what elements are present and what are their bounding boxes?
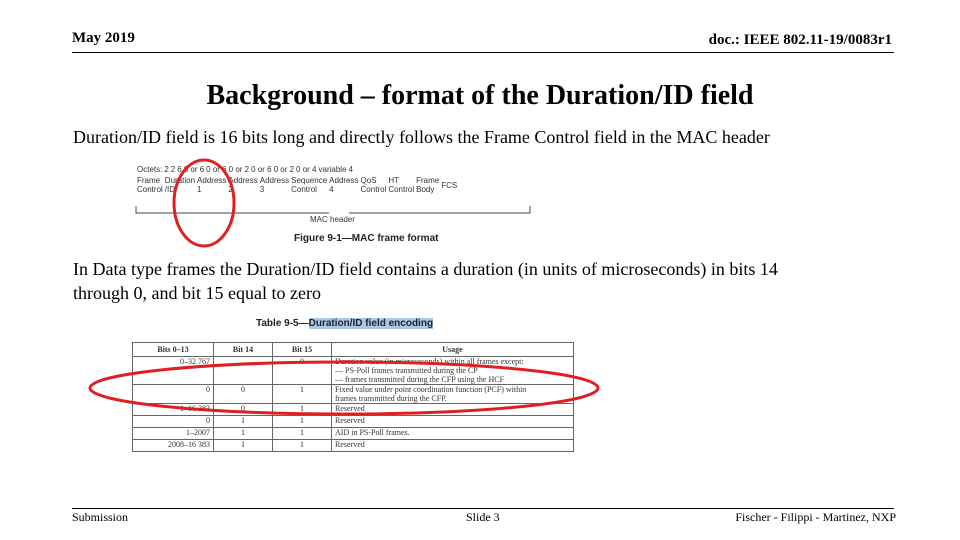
encoding-cell-b15: 0 — [273, 357, 332, 385]
encoding-caption-prefix: Table 9-5— — [256, 318, 309, 329]
encoding-cell-b15: 1 — [273, 416, 332, 428]
paragraph-data-frames-line2: through 0, and bit 15 equal to zero — [73, 283, 321, 303]
encoding-cell-usage — [332, 428, 574, 440]
octets-row — [136, 164, 354, 175]
octets-label: Octets: — [137, 165, 163, 174]
frame-field-line: Control — [360, 185, 387, 194]
octet-count: 0 or 6 — [183, 165, 205, 174]
frame-field-line: FCS — [441, 180, 458, 190]
usage-line: frames transmitted during the CFP. — [335, 394, 447, 403]
encoding-cell-bits: 0 — [133, 416, 214, 428]
frame-field-line: /ID — [164, 185, 176, 194]
frame-field-line: HT — [388, 176, 399, 185]
usage-line: — PS-Poll frames transmitted during the CP — [335, 366, 478, 375]
header-date: May 2019 — [72, 30, 135, 46]
frame-field-line: Body — [416, 185, 435, 194]
encoding-cell-b14: 1 — [214, 416, 273, 428]
frame-figure-caption: Figure 9-1—MAC frame format — [294, 233, 439, 244]
encoding-header-cell: Bits 0–13 — [133, 343, 214, 357]
slide-title: Background – format of the Duration/ID field — [206, 80, 754, 111]
footer-rule — [72, 508, 894, 509]
frame-field-line: 2 — [228, 185, 233, 194]
octet-count: 0 or 2 — [273, 165, 295, 174]
table-row — [133, 428, 574, 440]
frame-field — [328, 175, 359, 195]
footer-authors: Fischer - Filippi - Martinez, NXP — [735, 510, 896, 524]
footer-slide-number: Slide 3 — [466, 510, 500, 524]
frame-field-line: Address — [197, 176, 227, 185]
frame-field-line: QoS — [360, 176, 377, 185]
usage-line: — frames transmitted during the CFP using the HCF — [335, 375, 505, 384]
encoding-cell-b15: 1 — [273, 404, 332, 416]
frame-field — [136, 175, 164, 195]
frame-field-line: Address — [228, 176, 258, 185]
encoding-caption-highlight: Duration/ID field encoding — [308, 318, 434, 329]
highlight-circle-annotation — [170, 155, 240, 251]
octet-count: 0 or 6 — [206, 165, 227, 174]
encoding-cell-bits: 0 — [133, 385, 214, 404]
encoding-cell-b14: 0 — [214, 404, 273, 416]
encoding-cell-b15: 1 — [273, 385, 332, 404]
paragraph-data-frames-line1: In Data type frames the Duration/ID field contains a duration (in units of microseconds) in bits 14 — [73, 259, 778, 279]
header-rule — [72, 52, 894, 53]
encoding-cell-bits: 0–32 767 — [133, 357, 214, 385]
octet-count: 0 or 2 — [228, 165, 250, 174]
frame-field — [440, 175, 458, 195]
frame-field-line: Control — [137, 185, 163, 194]
frame-field-line: Frame — [137, 176, 161, 185]
usage-line: Fixed value under point coordination function (PCF) within — [335, 385, 527, 394]
encoding-cell-bits: 2008–16 383 — [133, 440, 214, 452]
usage-line: Reserved — [335, 416, 365, 425]
frame-field — [360, 175, 388, 195]
usage-line: Duration value (in microseconds) within all frames except: — [335, 357, 524, 366]
frame-field — [259, 175, 290, 195]
mac-header-label: MAC header — [310, 215, 355, 224]
frame-field — [290, 175, 328, 195]
octet-count: 2 — [170, 165, 176, 174]
usage-line: Reserved — [335, 404, 365, 413]
frame-field-line: Duration — [164, 176, 196, 185]
encoding-cell-bits: 1–2007 — [133, 428, 214, 440]
octet-count: 4 — [348, 165, 353, 174]
encoding-cell-usage — [332, 440, 574, 452]
usage-line: Reserved — [335, 440, 365, 449]
encoding-cell-b14: 1 — [214, 440, 273, 452]
frame-field-line: Sequence — [291, 176, 328, 185]
frame-field-line: 3 — [259, 185, 265, 194]
encoding-cell-b15: 1 — [273, 428, 332, 440]
encoding-table-caption — [256, 318, 433, 329]
table-row — [133, 440, 574, 452]
paragraph-duration-field: Duration/ID field is 16 bits long and directly follows the Frame Control field in the MAC header — [73, 127, 770, 147]
octet-count: 0 or 6 — [251, 165, 272, 174]
octet-count: 0 or 4 — [296, 165, 317, 174]
header-doc-id: doc.: IEEE 802.11-19/0083r1 — [708, 32, 892, 48]
footer-submission: Submission — [72, 510, 129, 524]
frame-field-line: Frame — [416, 176, 440, 185]
encoding-cell-b15: 1 — [273, 440, 332, 452]
encoding-cell-b14: 1 — [214, 428, 273, 440]
frame-field — [415, 175, 440, 195]
frame-field — [387, 175, 415, 195]
frame-field-line: Address — [329, 176, 359, 185]
octet-count: 6 — [177, 165, 182, 174]
encoding-header-cell: Bit 15 — [273, 343, 332, 357]
octet-count: 2 — [164, 165, 169, 174]
encoding-cell-bits: 1–16 383 — [133, 404, 214, 416]
usage-line: AID in PS-Poll frames. — [335, 428, 410, 437]
encoding-header-cell: Usage — [332, 343, 574, 357]
encoding-cell-b14: 0 — [214, 385, 273, 404]
frame-field-line: Address — [259, 176, 290, 185]
paragraph-data-frames — [73, 257, 778, 305]
frame-field-line: Control — [388, 185, 415, 194]
highlight-ellipse-annotation — [86, 358, 606, 420]
frame-field-line: 4 — [329, 185, 334, 194]
frame-field-line: Control — [291, 185, 317, 194]
octet-count: variable — [318, 165, 347, 174]
frame-field-line: 1 — [197, 185, 202, 194]
encoding-header-cell: Bit 14 — [214, 343, 273, 357]
